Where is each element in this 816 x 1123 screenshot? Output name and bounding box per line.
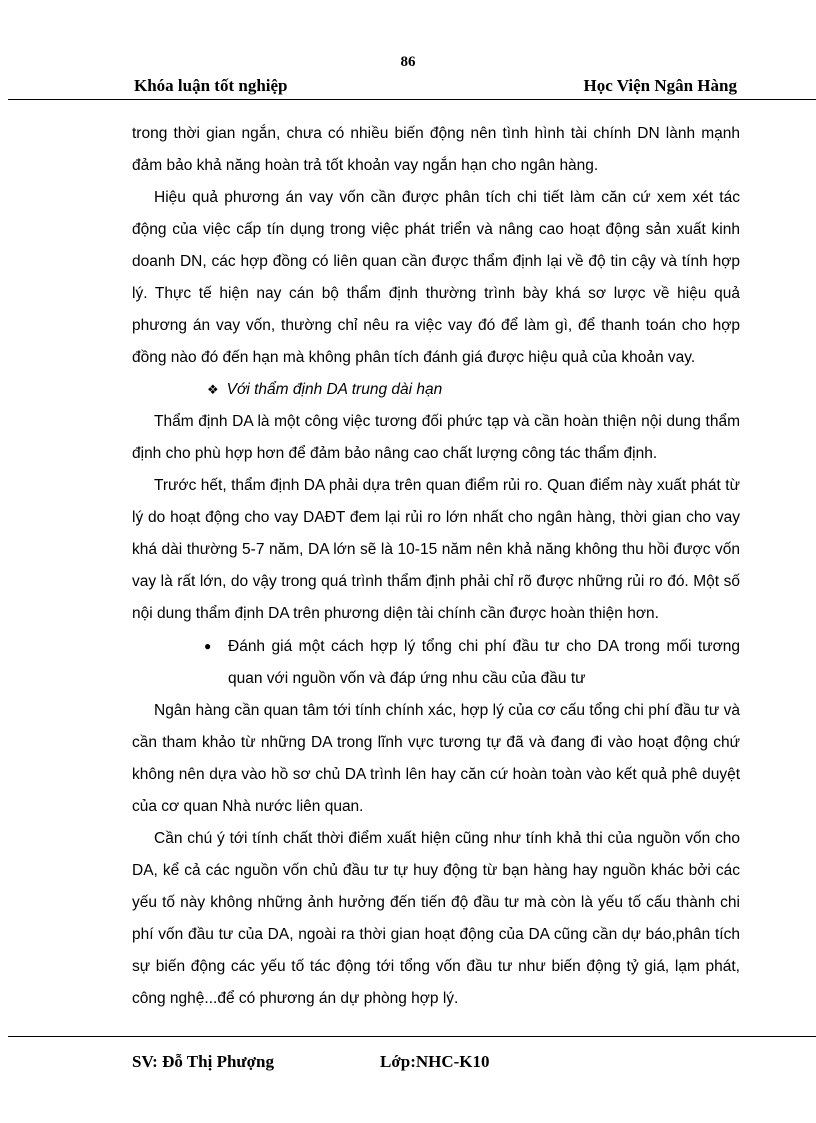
bullet-item xyxy=(132,630,740,695)
footer-class: Lớp:NHC-K10 xyxy=(380,1052,490,1071)
paragraph-6: Cần chú ý tới tính chất thời điểm xuất hiện cũng như tính khả thi của nguồn vốn cho DA, kể cả các nguồn vốn chủ đầu tư tự huy động từ bạn hàng hay nguồn khác bởi các yếu tố này không những ảnh hưởng đến tiến độ đầu tư mà còn là yếu tố cấu thành chi phí vốn đầu tư của DA, ngoài ra thời gian hoạt động của DA cũng cần dự báo,phân tích sự biến động các yếu tố tác động tới tổng vốn đầu tư như biến động tỷ giá, lạm phát, công nghệ...để có phương án dự phòng hợp lý. xyxy=(132,830,740,1007)
footer-student: SV: Đỗ Thị Phượng xyxy=(132,1052,274,1071)
round-bullet-icon: ● xyxy=(204,639,212,653)
footer-divider xyxy=(8,1036,816,1037)
paragraph-4: Trước hết, thẩm định DA phải dựa trên quan điểm rủi ro. Quan điểm này xuất phát từ lý do hoạt động cho vay DAĐT đem lại rủi ro lớn nhất cho ngân hàng, thời gian cho vay khá dài thường 5-7 năm, DA lớn sẽ là 10-15 năm nên khả năng không thu hồi được vốn vay là rất lớn, do vậy trong quá trình thẩm định phải chỉ rõ được những rủi ro đó. Một số nội dung thẩm định DA trên phương diện tài chính cần được hoàn thiện hơn. xyxy=(132,477,740,622)
header-institution: Học Viện Ngân Hàng xyxy=(583,76,737,95)
header-thesis-title: Khóa luận tốt nghiệp xyxy=(134,76,288,95)
paragraph-3: Thẩm định DA là một công việc tương đối phức tạp và cần hoàn thiện nội dung thẩm định cho phù hợp hơn để đảm bảo nâng cao chất lượng công tác thẩm định. xyxy=(132,413,740,462)
section-heading xyxy=(132,374,740,406)
paragraph-5: Ngân hàng cần quan tâm tới tính chính xác, hợp lý của cơ cấu tổng chi phí đầu tư và cần tham khảo từ những DA trong lĩnh vực tương tự đã và đang đi vào hoạt động chứ không nên dựa vào hồ sơ chủ DA trình lên hay căn cứ hoàn toàn vào kết quả phê duyệt của cơ quan Nhà nước liên quan. xyxy=(132,702,740,815)
bullet-item-text: Đánh giá một cách hợp lý tổng chi phí đầu tư cho DA trong mối tương quan với nguồn vốn và đáp ứng nhu cầu của đầu tư xyxy=(228,638,740,687)
diamond-bullet-icon: ❖ xyxy=(207,382,219,397)
page-number: 86 xyxy=(400,54,416,70)
section-heading-text: Với thẩm định DA trung dài hạn xyxy=(226,381,443,398)
paragraph-2: Hiệu quả phương án vay vốn cần được phân tích chi tiết làm căn cứ xem xét tác động của việc cấp tín dụng trong việc phát triển và nâng cao hoạt động sản xuất kinh doanh DN, các hợp đồng có liên quan cần được thẩm định lại về độ tin cậy và tính hợp lý. Thực tế hiện nay cán bộ thẩm định thường trình bày khá sơ lược về hiệu quả phương án vay vốn, thường chỉ nêu ra việc vay đó để làm gì, để thanh toán cho hợp đồng nào đó đến hạn mà không phân tích đánh giá được hiệu quả của khoản vay. xyxy=(132,189,740,366)
paragraph-1: trong thời gian ngắn, chưa có nhiều biến động nên tình hình tài chính DN lành mạnh đảm bảo khả năng hoàn trả tốt khoản vay ngắn hạn cho ngân hàng. xyxy=(132,125,740,174)
header-divider xyxy=(8,99,816,100)
document-body xyxy=(132,118,740,1015)
